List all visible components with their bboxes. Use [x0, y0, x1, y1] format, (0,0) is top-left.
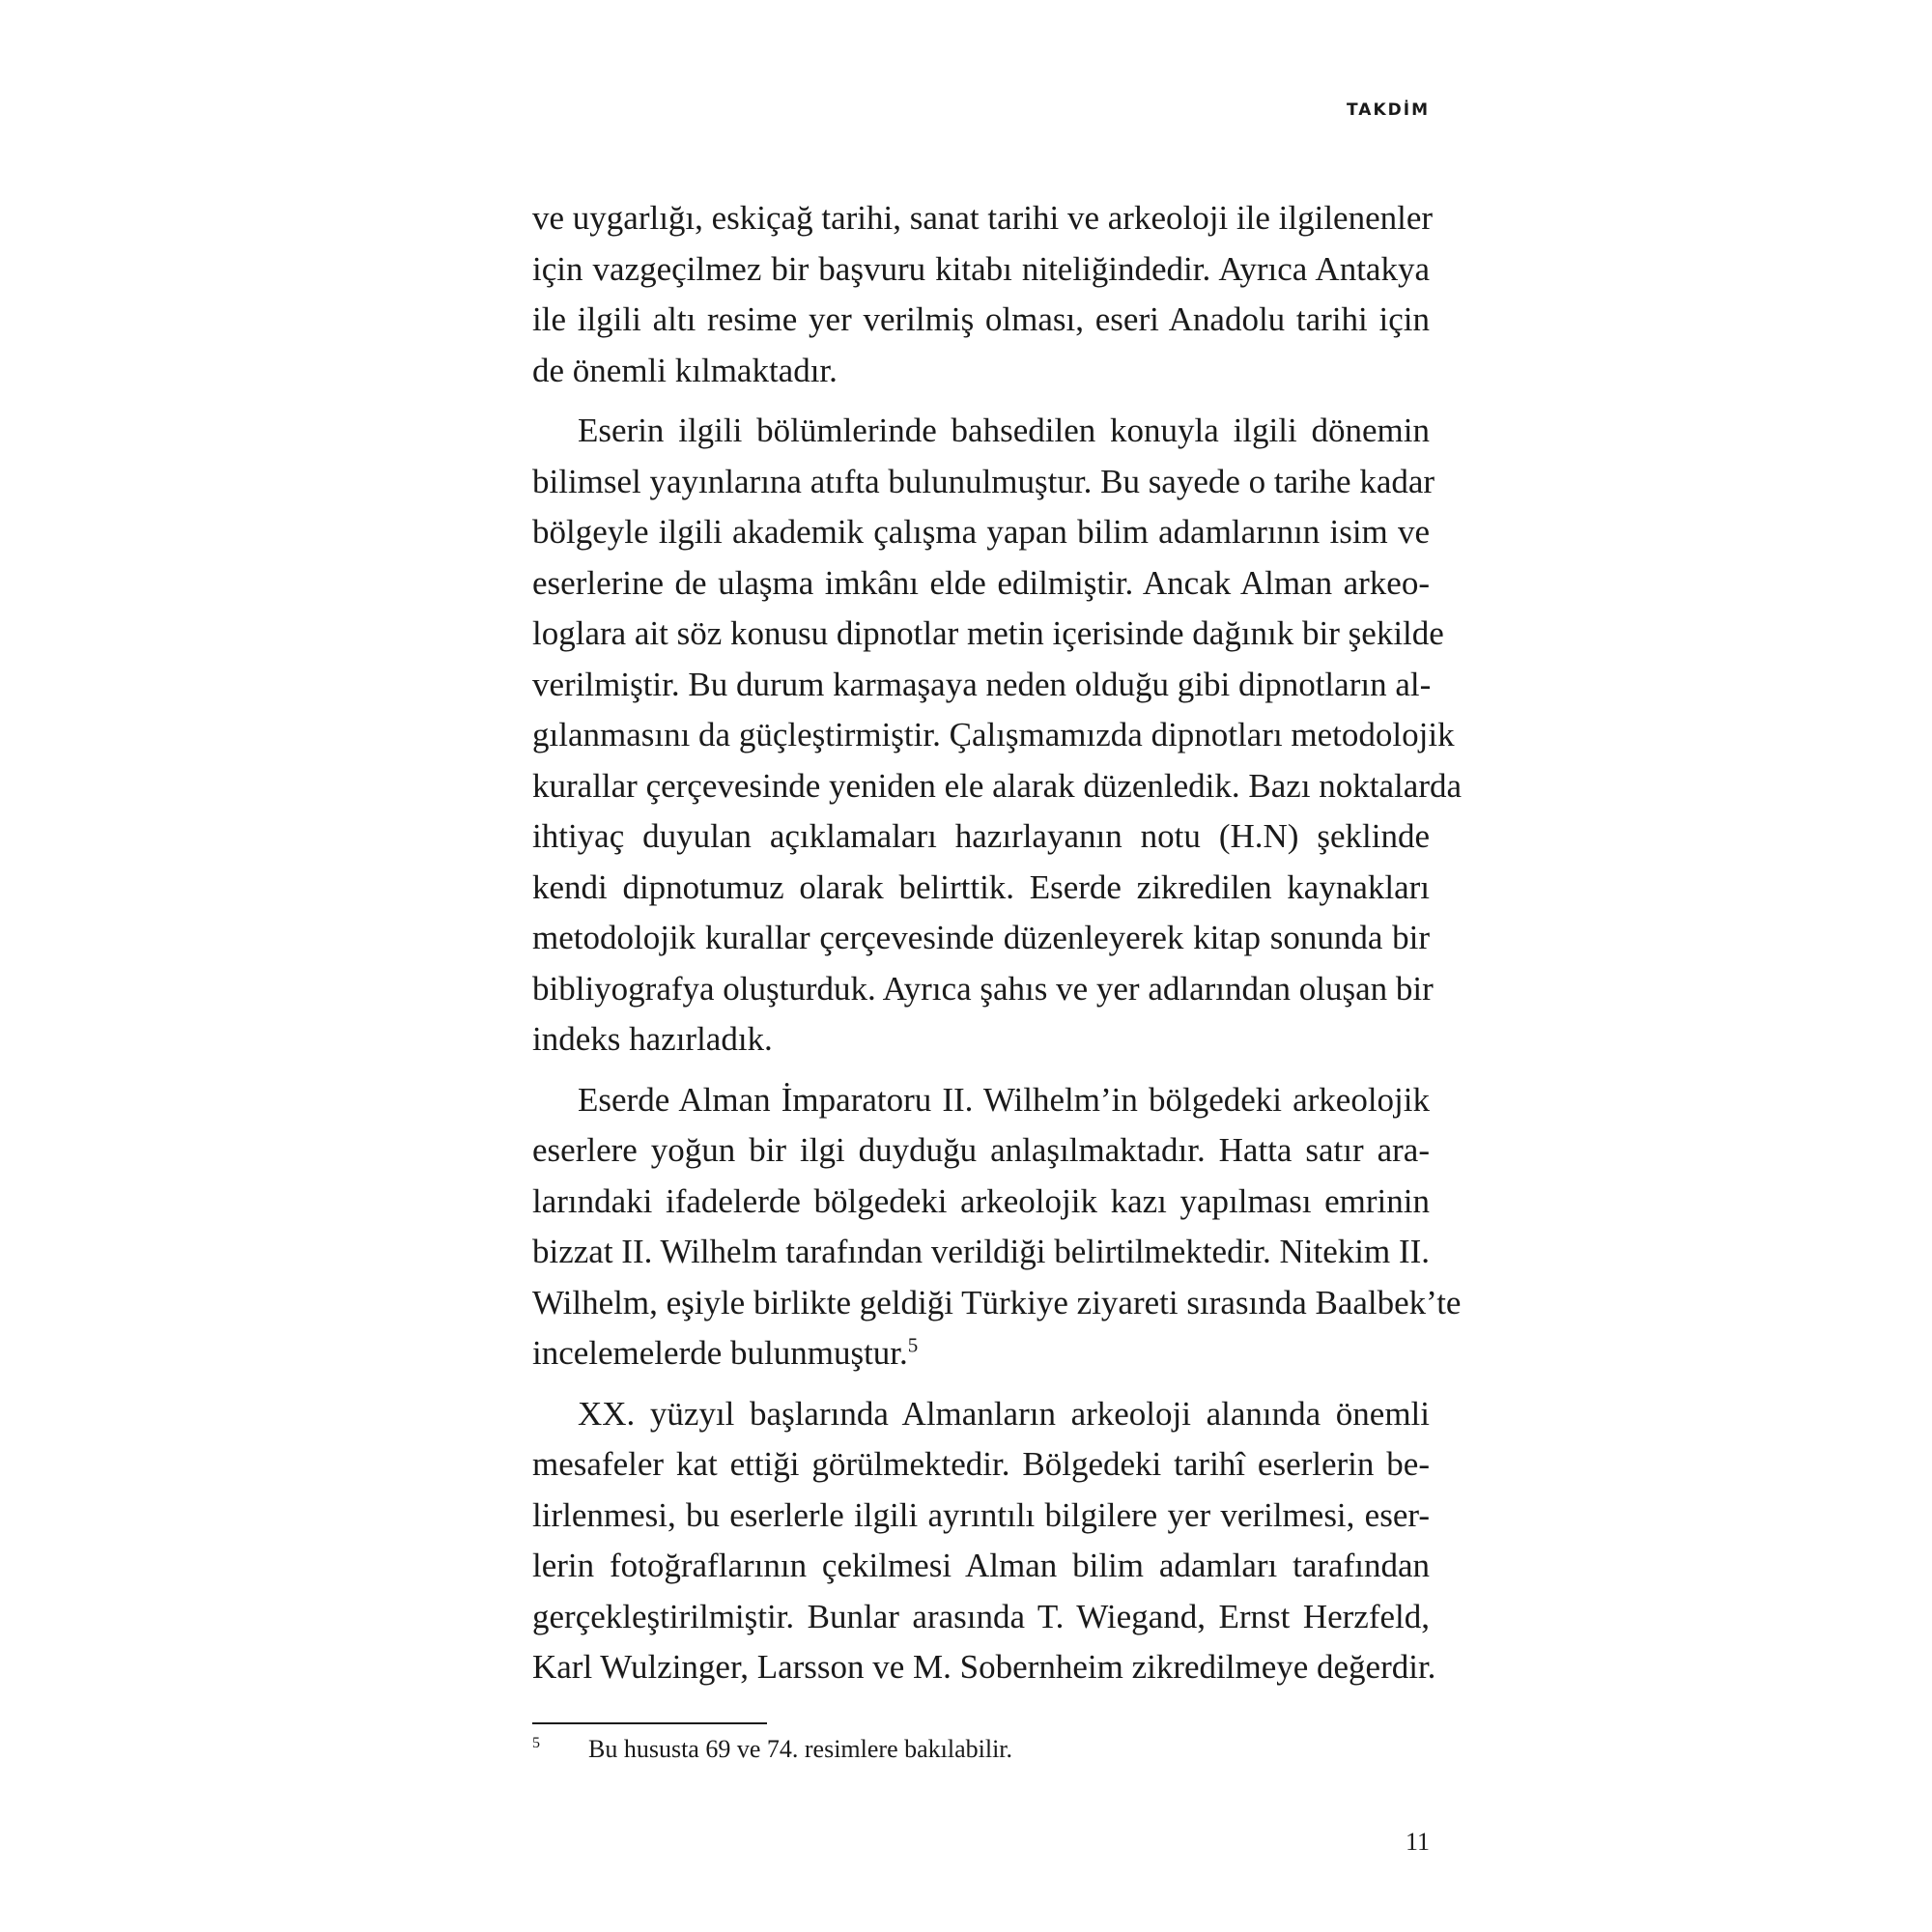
- text-line: Wilhelm, eşiyle birlikte geldiği Türkiye ziyareti sırasında Baalbek’te: [532, 1283, 1462, 1321]
- paragraph-3: [532, 1075, 1462, 1379]
- footnote-reference[interactable]: 5: [907, 1333, 919, 1357]
- paragraph-2: [532, 406, 1463, 1065]
- text-line: kurallar çerçevesinde yeniden ele alarak düzenledik. Bazı noktalarda: [532, 766, 1463, 805]
- paragraph-4: [532, 1389, 1436, 1693]
- text-line: ihtiyaç duyulan açıklamaları hazırlayanın notu (H.N) şeklinde: [532, 817, 1430, 855]
- text-line: bizzat II. Wilhelm tarafından verildiği belirtilmektedir. Nitekim II.: [532, 1233, 1431, 1270]
- running-head: TAKDİM: [1347, 100, 1430, 120]
- footnote-text: Bu hususta 69 ve 74. resimlere bakılabilir.: [588, 1735, 1013, 1763]
- text-line-content: incelemelerde bulunmuştur.: [532, 1334, 908, 1372]
- text-line: ve uygarlığı, eskiçağ tarihi, sanat tarihi ve arkeoloji ile ilgilenenler: [532, 199, 1434, 237]
- text-line: gılanmasını da güçleştirmiştir. Çalışmamızda dipnotları metodolojik: [532, 716, 1455, 753]
- text-line: XX. yüzyıl başlarında Almanların arkeoloji alanında önemli: [578, 1394, 1430, 1433]
- text-line: kendi dipnotumuz olarak belirttik. Eserde zikredilen kaynakları: [532, 867, 1430, 906]
- text-line: eserlere yoğun bir ilgi duyduğu anlaşılmaktadır. Hatta satır ara-: [532, 1131, 1430, 1169]
- text-line: Eserin ilgili bölümlerinde bahsedilen konuyla ilgili dönemin: [578, 412, 1430, 449]
- footnote: 5 Bu hususta 69 ve 74. resimlere bakılabilir.: [532, 1735, 1013, 1763]
- body-text: [532, 193, 1463, 1703]
- text-line: indeks hazırladık.: [532, 1020, 773, 1058]
- text-line: larındaki ifadelerde bölgedeki arkeolojik kazı yapılması emrinin: [532, 1181, 1430, 1220]
- text-line: [532, 1328, 1430, 1379]
- text-line: metodolojik kurallar çerçevesinde düzenleyerek kitap sonunda bir: [532, 919, 1430, 956]
- text-line: loglara ait söz konusu dipnotlar metin içerisinde dağınık bir şekilde: [532, 614, 1444, 652]
- text-line: bölgeyle ilgili akademik çalışma yapan bilim adamlarının isim ve: [532, 513, 1430, 551]
- text-line: lerin fotoğraflarının çekilmesi Alman bilim adamları tarafından: [532, 1547, 1430, 1584]
- text-line: için vazgeçilmez bir başvuru kitabı niteliğindedir. Ayrıca Antakya: [532, 249, 1430, 288]
- paragraph-1: [532, 193, 1434, 396]
- text-line: de önemli kılmaktadır.: [532, 351, 838, 389]
- text-line: Karl Wulzinger, Larsson ve M. Sobernheim zikredilmeye değerdir.: [532, 1648, 1436, 1686]
- text-line: eserlerine de ulaşma imkânı elde edilmiştir. Ancak Alman arkeo-: [532, 563, 1430, 602]
- text-line: gerçekleştirilmiştir. Bunlar arasında T. Wiegand, Ernst Herzfeld,: [532, 1597, 1430, 1635]
- page-number: 11: [1405, 1828, 1430, 1856]
- text-line: mesafeler kat ettiği görülmektedir. Bölgedeki tarihî eserlerin be-: [532, 1445, 1430, 1483]
- text-line: ile ilgili altı resime yer verilmiş olması, eseri Anadolu tarihi için: [532, 300, 1430, 338]
- text-line: lirlenmesi, bu eserlerle ilgili ayrıntılı bilgilere yer verilmesi, eser-: [532, 1495, 1430, 1534]
- footnote-divider: [532, 1722, 767, 1724]
- text-line: bilimsel yayınlarına atıfta bulunulmuştur. Bu sayede o tarihe kadar: [532, 462, 1435, 500]
- text-line: bibliyografya oluşturduk. Ayrıca şahıs ve yer adlarından oluşan bir: [532, 969, 1434, 1008]
- text-line: Eserde Alman İmparatoru II. Wilhelm’in bölgedeki arkeolojik: [578, 1080, 1430, 1119]
- text-line: verilmiştir. Bu durum karmaşaya neden olduğu gibi dipnotların al-: [532, 665, 1432, 703]
